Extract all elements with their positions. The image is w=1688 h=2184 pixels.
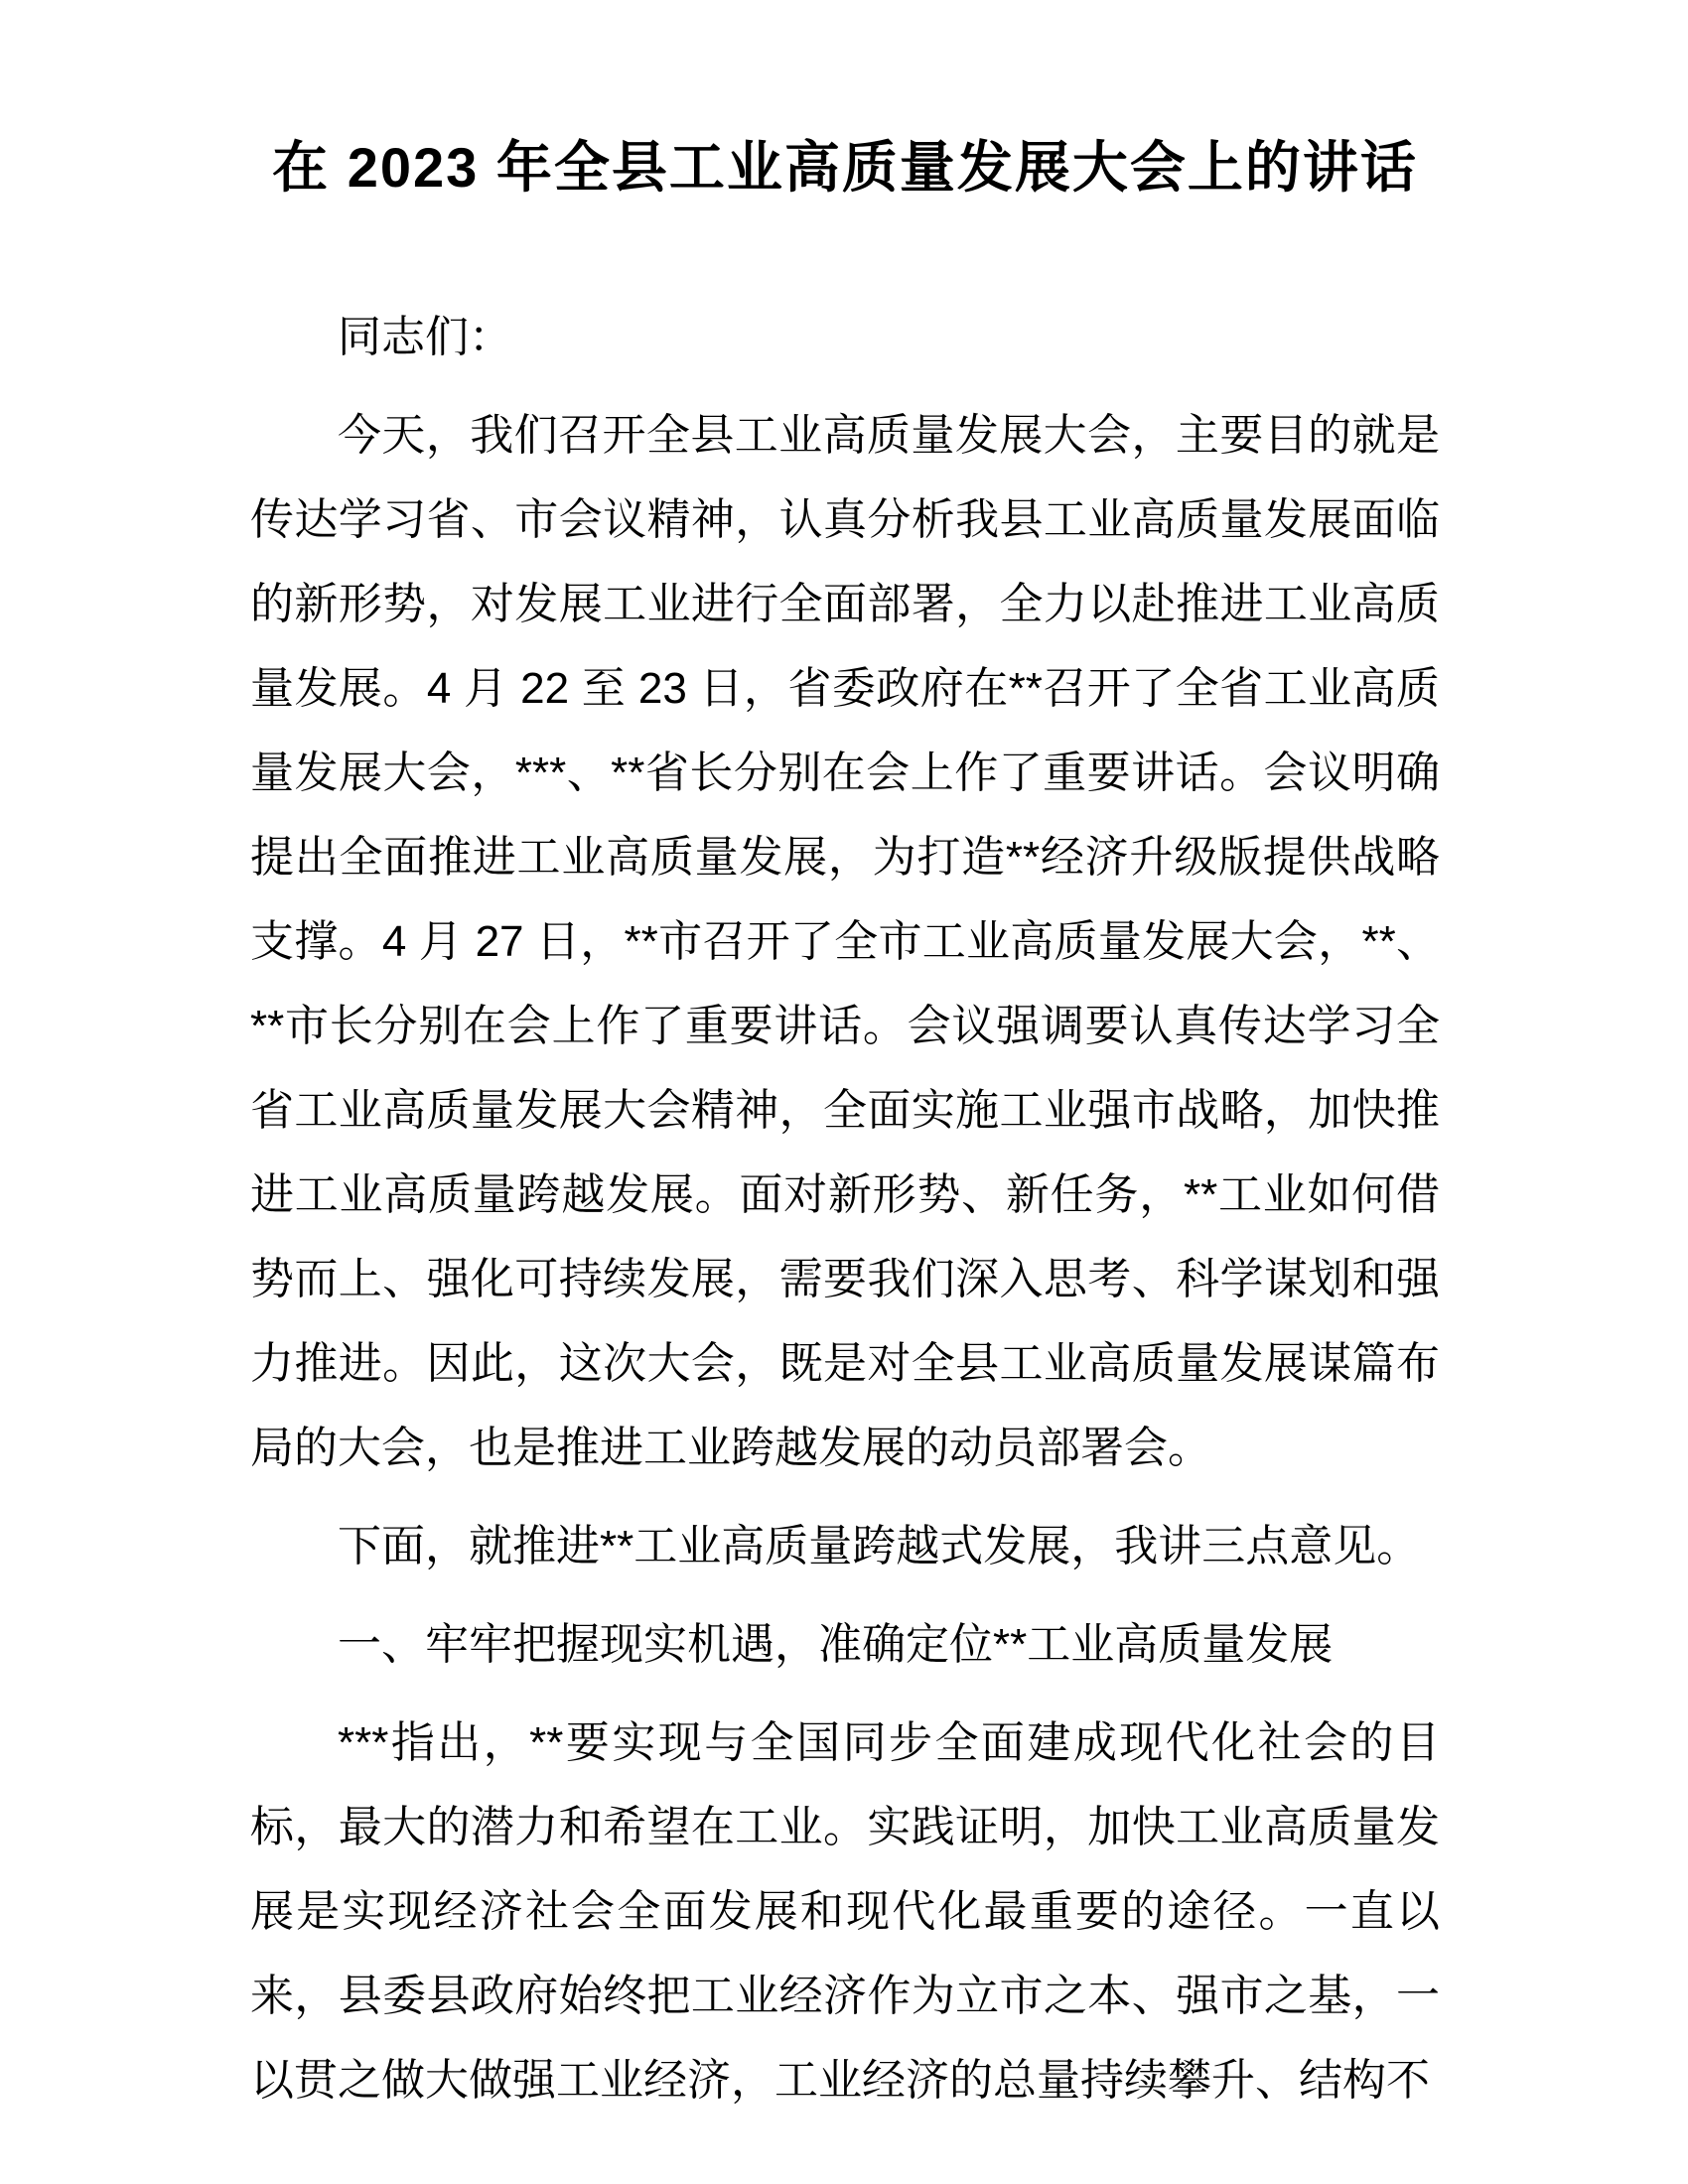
paragraph: 一、牢牢把握现实机遇，准确定位**工业高质量发展	[338, 1620, 1334, 1670]
paragraph: ***指出，**要实现与全国同步全面建成现代化社会的目标，最大的潜力和希望在工业。实践证明，加快工业高质量发展是实现经济社会全面发展和现代化最重要的途径。一直以来，县委县政府始终把工业经济作为立市之本、强市之基，一以贯之做大做强工业经济，工业经济的总量持续攀升、结构不	[250, 1718, 1440, 2106]
paragraph: 同志们：	[338, 313, 512, 362]
document-title: 在 2023 年全县工业高质量发展大会上的讲话	[272, 136, 1418, 199]
paragraph: 下面，就推进**工业高质量跨越式发展，我讲三点意见。	[338, 1522, 1421, 1571]
document-body	[250, 295, 1440, 2122]
paragraph: 今天，我们召开全县工业高质量发展大会，主要目的就是传达学习省、市会议精神，认真分析我县工业高质量发展面临的新形势，对发展工业进行全面部署，全力以赴推进工业高质量发展。4 月 22 至 23 日，省委政府在**召开了全省工业高质量发展大会，***、**省长分别在会上作了重要讲话。会议明确提出全面推进工业高质量发展，为打造**经济升级版提供战略支撑。4 月 27 日，**市召开了全市工业高质量发展大会，**、**市长分别在会上作了重要讲话。会议强调要认真传达学习全省工业高质量发展大会精神，全面实施工业强市战略，加快推进工业高质量跨越发展。面对新形势、新任务，**工业如何借势而上、强化可持续发展，需要我们深入思考、科学谋划和强力推进。因此，这次大会，既是对全县工业高质量发展谋篇布局的大会，也是推进工业跨越发展的动员部署会。	[250, 411, 1440, 1473]
